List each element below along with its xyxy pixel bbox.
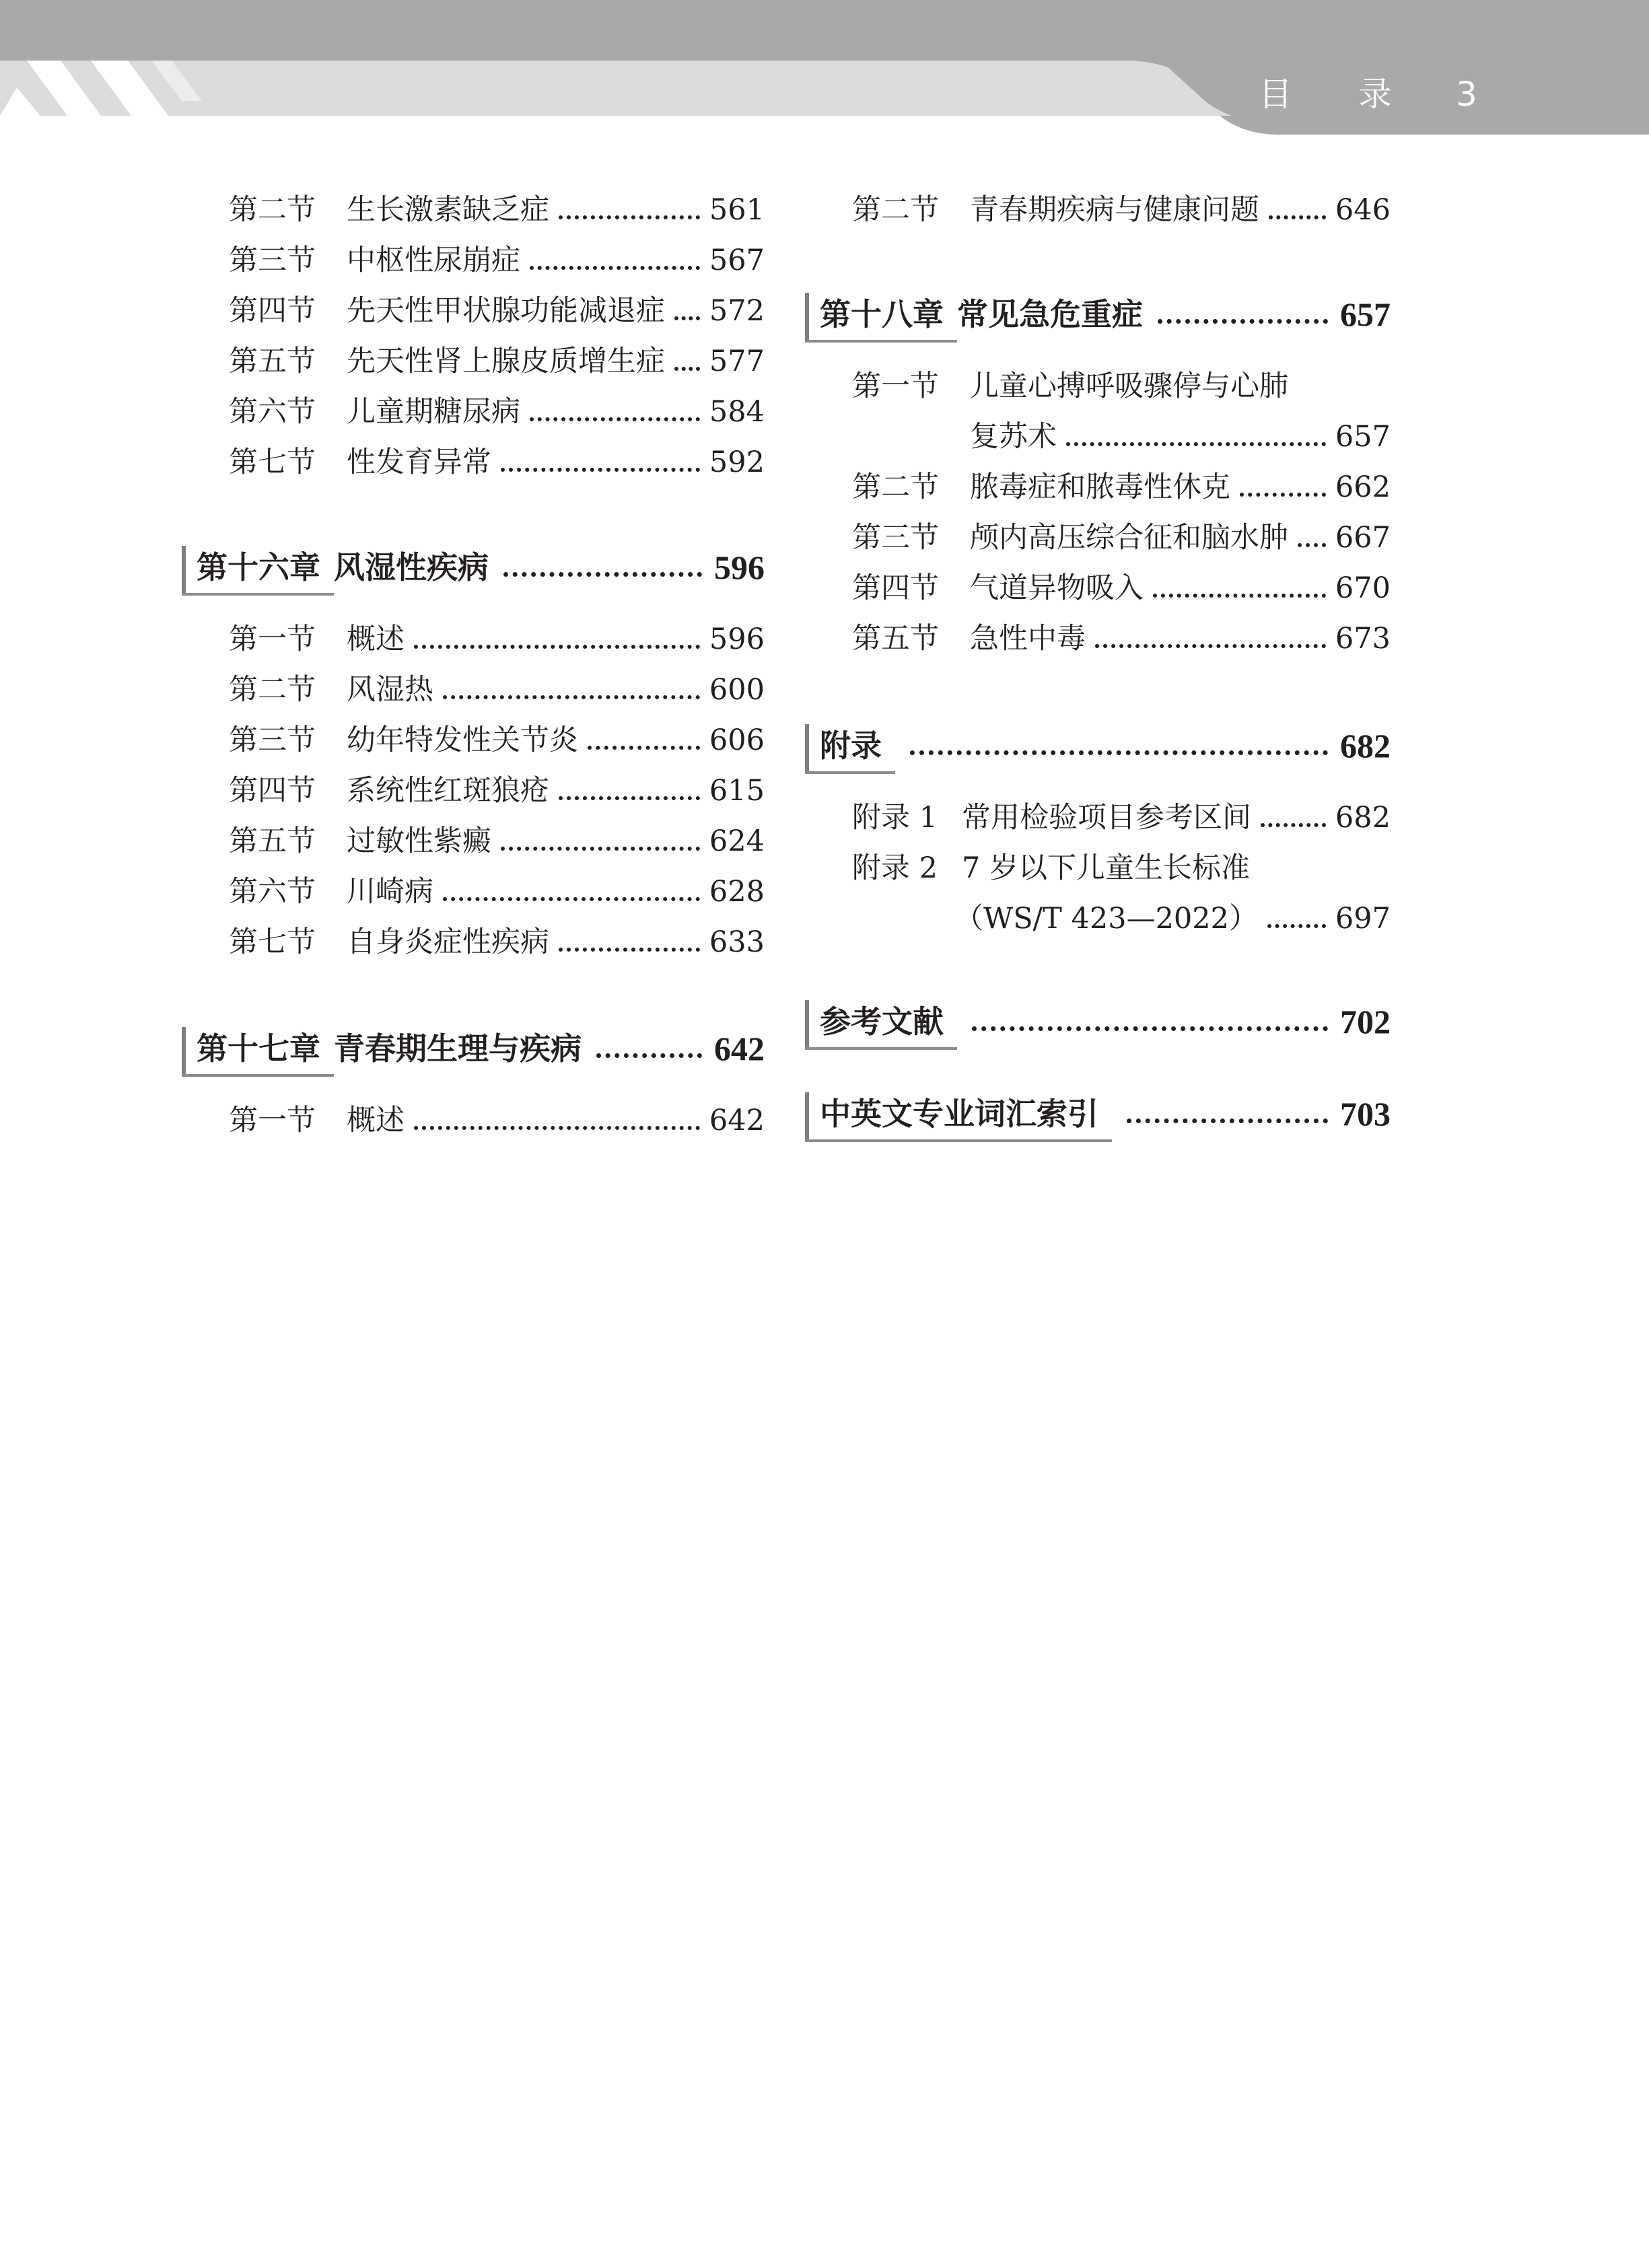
section-number: 第五节 xyxy=(229,345,316,378)
dot-leader xyxy=(443,695,700,699)
section-number: 第四节 xyxy=(229,294,316,328)
toc-section-row[interactable] xyxy=(229,393,765,431)
dot-leader xyxy=(559,796,700,800)
section-title: 先天性肾上腺皮质增生症 xyxy=(347,345,665,378)
section-title: 中枢性尿崩症 xyxy=(347,244,520,277)
toc-section-row[interactable] xyxy=(229,242,765,279)
dot-leader xyxy=(1298,543,1326,547)
section-title: 幼年特发性关节炎 xyxy=(347,723,578,757)
toc-section-row[interactable] xyxy=(229,721,765,759)
dot-leader xyxy=(530,266,700,270)
dot-leader xyxy=(1267,924,1326,928)
section-page: 673 xyxy=(1335,622,1391,655)
section-page: 633 xyxy=(709,925,765,959)
dot-leader xyxy=(588,746,700,750)
section-title: 过敏性紫癜 xyxy=(347,824,491,858)
dot-leader xyxy=(596,1053,702,1058)
section-page: 657 xyxy=(1335,420,1391,454)
section-page: 628 xyxy=(709,875,765,909)
references-title: 参考文献 xyxy=(820,1003,944,1040)
section-number: 第七节 xyxy=(229,446,316,479)
chapter-title: 青春期生理与疾病 xyxy=(334,1030,582,1067)
section-page: 584 xyxy=(709,395,765,429)
section-page: 642 xyxy=(709,1104,765,1137)
section-title: 性发育异常 xyxy=(347,446,491,479)
section-page: 606 xyxy=(709,723,765,757)
section-title: 儿童期糖尿病 xyxy=(347,395,520,429)
toc-index[interactable] xyxy=(805,1094,1391,1134)
section-title: 儿童心搏呼吸骤停与心肺 xyxy=(970,369,1288,403)
toc-section-row[interactable] xyxy=(229,1102,765,1139)
dot-leader xyxy=(1240,493,1326,497)
section-title: 川崎病 xyxy=(347,875,433,909)
section-number: 第五节 xyxy=(852,622,939,655)
dot-leader xyxy=(1153,594,1326,598)
toc-section-row[interactable] xyxy=(852,620,1391,658)
toc-section-row[interactable] xyxy=(229,822,765,860)
section-title: 气道异物吸入 xyxy=(970,571,1144,605)
section-page: 662 xyxy=(1335,470,1391,504)
section-number: 第五节 xyxy=(229,824,316,858)
dot-leader xyxy=(501,468,700,472)
section-title: 生长激素缺乏症 xyxy=(347,193,549,227)
appendix-number: 附录 2 xyxy=(852,851,938,885)
section-page: 667 xyxy=(1335,521,1391,555)
dot-leader xyxy=(559,948,700,952)
section-page: 592 xyxy=(709,446,765,479)
appendix-item-title: 常用检验项目参考区间 xyxy=(962,801,1251,835)
dot-leader xyxy=(501,847,700,851)
appendix-number: 附录 1 xyxy=(852,801,938,835)
section-page: 624 xyxy=(709,824,765,858)
section-number: 第七节 xyxy=(229,925,316,959)
toc-section-row[interactable] xyxy=(852,569,1391,607)
section-number: 第三节 xyxy=(229,244,316,277)
header-title-char-1: 目 xyxy=(1259,75,1292,114)
appendix-page: 682 xyxy=(1340,727,1391,765)
dot-leader xyxy=(414,1126,700,1130)
toc-section-row[interactable] xyxy=(229,772,765,810)
section-number: 第二节 xyxy=(229,193,316,227)
section-title: 青春期疾病与健康问题 xyxy=(970,193,1259,227)
dot-leader xyxy=(1066,442,1326,446)
section-title: 颅内高压综合征和脑水肿 xyxy=(970,521,1288,555)
section-page: 596 xyxy=(709,623,765,656)
header-band xyxy=(0,0,1649,141)
toc-chapter-18[interactable] xyxy=(805,294,1391,334)
section-page: 600 xyxy=(709,673,765,707)
header-page-number: 3 xyxy=(1456,75,1477,114)
section-number: 第四节 xyxy=(852,571,939,605)
toc-section-row[interactable] xyxy=(229,923,765,961)
toc-appendix[interactable] xyxy=(805,725,1391,766)
dot-leader xyxy=(972,1026,1328,1031)
section-number: 第一节 xyxy=(852,369,939,403)
references-page: 702 xyxy=(1340,1003,1391,1040)
appendix-item-page: 697 xyxy=(1335,902,1391,935)
dot-leader xyxy=(1095,644,1326,648)
section-number: 第四节 xyxy=(229,774,316,808)
section-title: 系统性红斑狼疮 xyxy=(347,774,549,808)
section-title: 风湿热 xyxy=(347,673,433,707)
section-page: 572 xyxy=(709,294,765,328)
section-number: 第三节 xyxy=(852,521,939,555)
toc-chapter-17[interactable] xyxy=(182,1028,765,1069)
chapter-page: 596 xyxy=(714,548,765,586)
dot-leader xyxy=(1269,215,1326,219)
toc-section-row[interactable] xyxy=(852,519,1391,557)
toc-section-row[interactable] xyxy=(229,191,765,229)
section-title: 急性中毒 xyxy=(970,622,1086,655)
toc-appendix-row[interactable] xyxy=(852,849,1391,887)
dot-leader xyxy=(674,367,700,371)
section-title-continued: 复苏术 xyxy=(970,420,1057,454)
toc-section-row[interactable] xyxy=(229,621,765,658)
dot-leader xyxy=(559,215,700,219)
chapter-number: 第十六章 xyxy=(197,549,320,586)
section-number: 第二节 xyxy=(229,673,316,707)
chapter-number: 第十八章 xyxy=(820,296,944,332)
toc-section-row[interactable] xyxy=(229,292,765,330)
index-page: 703 xyxy=(1340,1095,1391,1133)
section-number: 第二节 xyxy=(852,193,939,227)
toc-appendix-continuation[interactable] xyxy=(954,900,1391,937)
section-page: 577 xyxy=(709,345,765,378)
section-title: 先天性甲状腺功能减退症 xyxy=(347,294,665,328)
toc-section-row[interactable] xyxy=(229,343,765,380)
dot-leader xyxy=(443,897,700,901)
section-number: 第二节 xyxy=(852,470,939,504)
section-number: 第一节 xyxy=(229,1104,316,1137)
toc-appendix-row[interactable] xyxy=(852,799,1391,837)
section-number: 第六节 xyxy=(229,875,316,909)
toc-section-row[interactable] xyxy=(229,671,765,709)
section-title: 脓毒症和脓毒性休克 xyxy=(970,470,1230,504)
dot-leader xyxy=(674,316,700,320)
toc-chapter-16[interactable] xyxy=(182,547,765,588)
toc-section-row[interactable] xyxy=(229,444,765,481)
section-number: 第六节 xyxy=(229,395,316,429)
section-page: 670 xyxy=(1335,571,1391,605)
appendix-title: 附录 xyxy=(820,728,882,764)
appendix-item-page: 682 xyxy=(1335,801,1391,835)
section-title: 自身炎症性疾病 xyxy=(347,925,549,959)
toc-section-row[interactable] xyxy=(229,873,765,911)
section-title: 概述 xyxy=(347,623,405,656)
section-page: 561 xyxy=(709,193,765,227)
dot-leader xyxy=(503,572,702,577)
section-number: 第一节 xyxy=(229,623,316,656)
dot-leader xyxy=(910,750,1328,755)
section-page: 567 xyxy=(709,244,765,277)
appendix-item-title-continued: （WS/T 423—2022） xyxy=(954,902,1258,935)
chapter-page: 657 xyxy=(1340,295,1391,333)
dot-leader xyxy=(1261,823,1326,827)
index-title: 中英文专业词汇索引 xyxy=(820,1096,1098,1132)
chapter-number: 第十七章 xyxy=(197,1030,320,1067)
header-title-char-2: 录 xyxy=(1358,75,1392,114)
section-title: 概述 xyxy=(347,1104,405,1137)
dot-leader xyxy=(1127,1119,1328,1123)
toc-section-row[interactable] xyxy=(852,191,1391,229)
chapter-page: 642 xyxy=(714,1030,765,1067)
toc-section-row[interactable] xyxy=(852,367,1391,405)
toc-section-continuation[interactable] xyxy=(970,418,1391,456)
chapter-title: 常见急危重症 xyxy=(957,296,1143,332)
appendix-item-title: 7 岁以下儿童生长标准 xyxy=(962,851,1251,885)
dot-leader xyxy=(414,645,700,649)
toc-references[interactable] xyxy=(805,1001,1391,1042)
section-page: 646 xyxy=(1335,193,1391,227)
chapter-title: 风湿性疾病 xyxy=(334,549,489,586)
toc-section-row[interactable] xyxy=(852,468,1391,506)
dot-leader xyxy=(530,417,700,421)
section-page: 615 xyxy=(709,774,765,808)
dot-leader xyxy=(1158,319,1328,324)
section-number: 第三节 xyxy=(229,723,316,757)
